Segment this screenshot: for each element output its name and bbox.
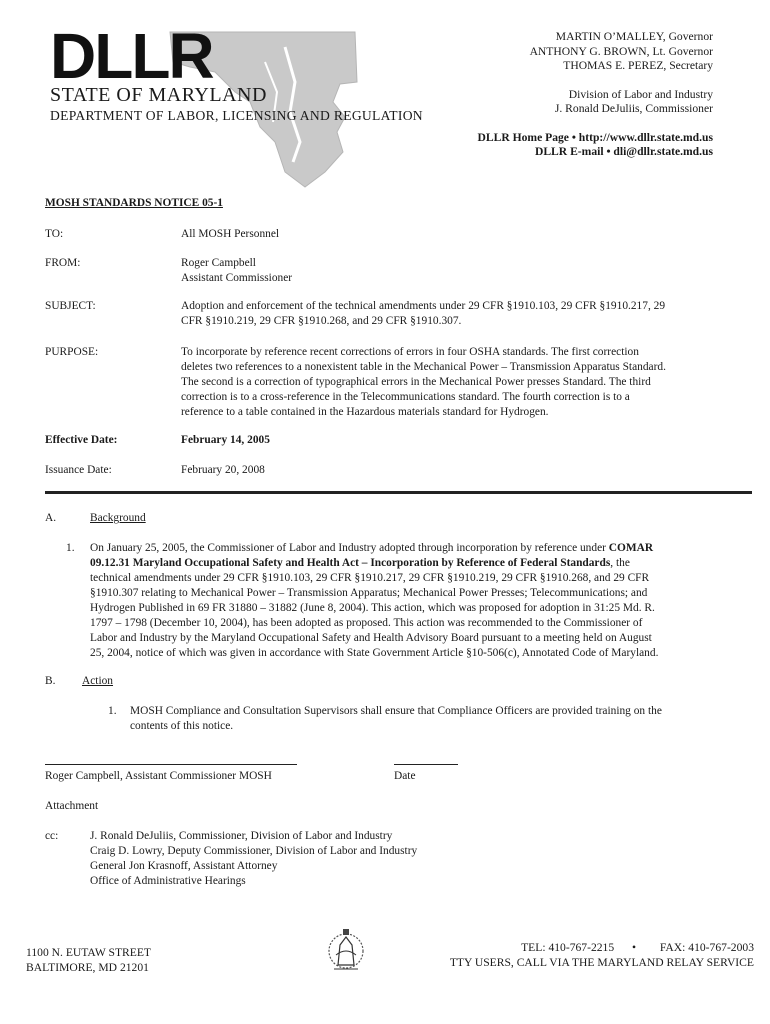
purpose-line: deletes two references to a nonexistent table in the Mechanical Power – Transmission Apparatus Standard. xyxy=(181,361,666,373)
footer-bullet: • xyxy=(631,941,637,954)
purpose-label: PURPOSE: xyxy=(45,346,99,358)
section-b-item-number: 1. xyxy=(108,705,117,717)
address-city: BALTIMORE, MD 21201 xyxy=(26,961,149,974)
footer-contact xyxy=(450,940,754,970)
date-label: Date xyxy=(394,770,416,782)
section-divider xyxy=(45,491,752,494)
item-text-line: technical amendments under 29 CFR §1910.103, 29 CFR §1910.217, 29 CFR §1910.219, 29 CFR §1910.268, and 29 CFR xyxy=(90,572,650,584)
item-text-line: 1797 – 1798 (December 10, 2004), has been adopted as proposed. This action was recommended to the Commissioner of xyxy=(90,617,643,629)
subject-line: Adoption and enforcement of the technical amendments under 29 CFR §1910.103, 29 CFR §1910.217, 29 xyxy=(181,300,666,312)
purpose-value xyxy=(181,345,721,420)
officials-block xyxy=(477,30,713,160)
notice-title: MOSH STANDARDS NOTICE 05-1 xyxy=(45,197,223,209)
cc-list xyxy=(90,829,417,889)
cc-recipient: J. Ronald DeJuliis, Commissioner, Division of Labor and Industry xyxy=(90,830,393,842)
address-street: 1100 N. EUTAW STREET xyxy=(26,946,152,959)
cc-recipient: Office of Administrative Hearings xyxy=(90,875,246,887)
telephone-number: TEL: 410-767-2215 xyxy=(521,941,615,954)
fax-number: FAX: 410-767-2003 xyxy=(659,941,754,954)
item-text-line: §1910.307 relating to Mechanical Power – Transmission Apparatus; Mechanical Power Presses; Telecommunications; and xyxy=(90,587,648,599)
division-commissioner: J. Ronald DeJuliis, Commissioner xyxy=(554,102,713,115)
section-b-title: Action xyxy=(82,675,114,687)
subject-value xyxy=(181,299,721,329)
tty-notice: TTY USERS, CALL VIA THE MARYLAND RELAY SERVICE xyxy=(449,956,754,969)
cc-recipient: Craig D. Lowry, Deputy Commissioner, Division of Labor and Industry xyxy=(90,845,418,857)
attachment-label: Attachment xyxy=(45,800,99,812)
home-page-link[interactable]: DLLR Home Page • http://www.dllr.state.md.us xyxy=(477,130,713,144)
issuance-date-value: February 20, 2008 xyxy=(181,464,265,476)
state-of-maryland: STATE OF MARYLAND xyxy=(50,84,267,106)
item-text-line: MOSH Compliance and Consultation Supervisors shall ensure that Compliance Officers are provided training on the xyxy=(130,705,662,717)
subject-line: CFR §1910.219, 29 CFR §1910.268, and 29 CFR §1910.307. xyxy=(181,315,462,327)
section-a-title: Background xyxy=(90,512,146,524)
section-a-letter: A. xyxy=(45,512,57,524)
from-label: FROM: xyxy=(45,257,81,269)
date-line xyxy=(394,764,458,765)
purpose-line: The second is a correction of typographical errors in the Mechanical Power presses Standard. The third xyxy=(181,376,651,388)
to-label: TO: xyxy=(45,228,64,240)
issuance-date-label: Issuance Date: xyxy=(45,464,112,476)
item-text-line: contents of this notice. xyxy=(130,720,234,732)
section-b-item-text xyxy=(130,704,730,734)
from-title: Assistant Commissioner xyxy=(181,272,293,284)
item-text-line: 25, 2004, notice of which was given in accordance with State Government Article §10-506(c), Annotated Code of Maryland. xyxy=(90,647,659,659)
official-lt-governor: ANTHONY G. BROWN, Lt. Governor xyxy=(529,44,713,58)
effective-date-value: February 14, 2005 xyxy=(181,434,270,446)
from-value xyxy=(181,256,721,286)
section-a-item-text xyxy=(90,541,730,661)
official-secretary: THOMAS E. PEREZ, Secretary xyxy=(563,59,713,72)
cc-label: cc: xyxy=(45,830,59,842)
purpose-line: reference to a table contained in the Hazardous materials standard for Hydrogen. xyxy=(181,406,549,418)
signer-name: Roger Campbell, Assistant Commissioner MOSH xyxy=(45,770,272,782)
email-link[interactable]: DLLR E-mail • dli@dllr.state.md.us xyxy=(534,145,713,158)
section-b-letter: B. xyxy=(45,675,56,687)
purpose-line: correction is to a cross-reference in the Telecommunications standard. The fourth correction is to a xyxy=(181,391,630,403)
item-text-rest: , the xyxy=(610,557,630,569)
from-name: Roger Campbell xyxy=(181,257,256,269)
item-text-line: Hydrogen Published in 69 FR 31880 – 31882 (June 8, 2004). This action, which was proposed for adoption in 31:25 Md. R. xyxy=(90,602,655,614)
subject-label: SUBJECT: xyxy=(45,300,96,312)
effective-date-label: Effective Date: xyxy=(45,434,118,446)
section-a-item-number: 1. xyxy=(66,542,75,554)
comar-ref: COMAR xyxy=(608,542,654,554)
department-name: DEPARTMENT OF LABOR, LICENSING AND REGULATION xyxy=(50,108,423,123)
footer-address xyxy=(26,945,151,975)
item-text-line: Labor and Industry by the Maryland Occupational Safety and Health Advisory Board pursuant to a meeting held on August xyxy=(90,632,652,644)
official-governor: MARTIN O’MALLEY, Governor xyxy=(555,30,713,43)
signature-line xyxy=(45,764,297,765)
maryland-seal-icon xyxy=(326,925,366,975)
comar-title: 09.12.31 Maryland Occupational Safety and Health Act – Incorporation by Reference of Federal Standards xyxy=(90,557,611,569)
cc-recipient: General Jon Krasnoff, Assistant Attorney xyxy=(90,860,278,872)
dllr-logo: DLLR xyxy=(50,20,213,92)
division-name: Division of Labor and Industry xyxy=(568,87,713,101)
item-text-start: On January 25, 2005, the Commissioner of Labor and Industry adopted through incorporation by reference under xyxy=(90,542,609,554)
to-value: All MOSH Personnel xyxy=(181,228,280,240)
purpose-line: To incorporate by reference recent corrections of errors in four OSHA standards. The first correction xyxy=(181,346,639,358)
